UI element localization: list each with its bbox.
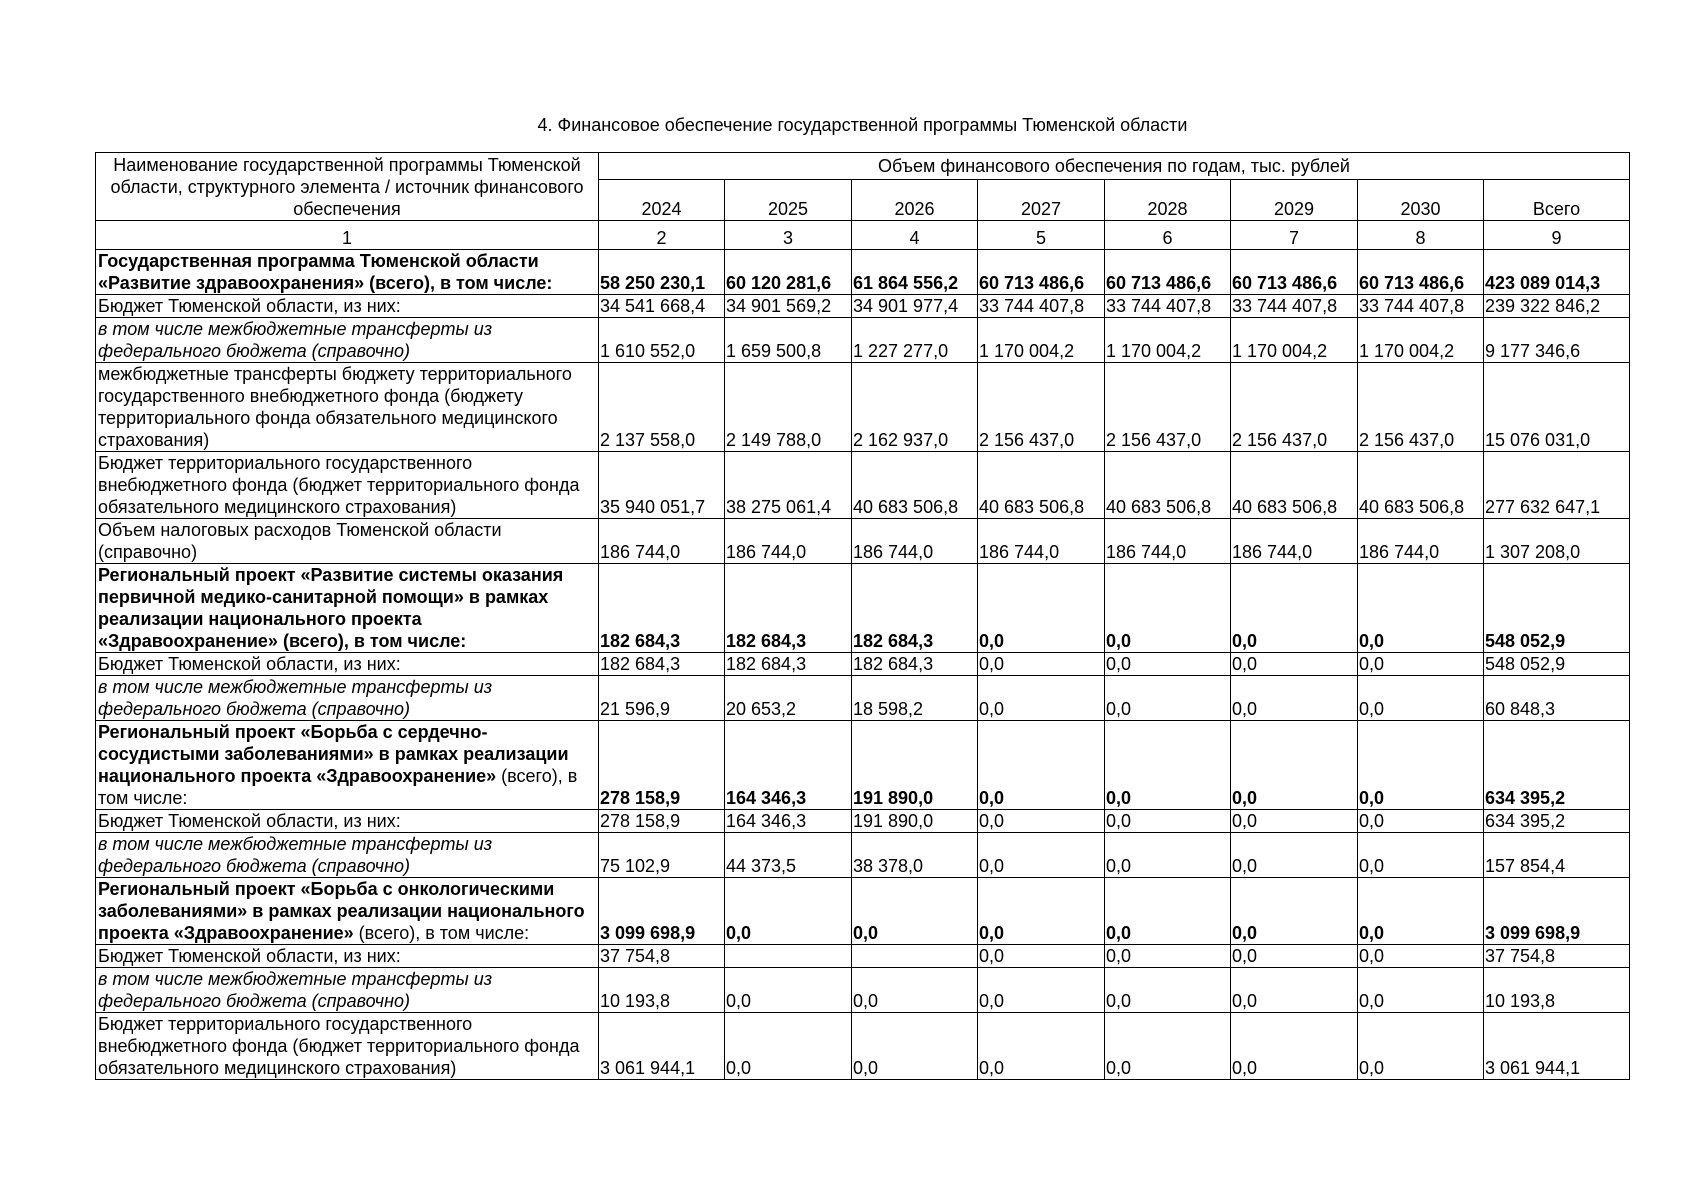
table-row <box>96 945 1630 968</box>
value-cell: 60 713 486,6 <box>1105 250 1231 295</box>
value-cell: 0,0 <box>725 878 852 945</box>
value-cell: 33 744 407,8 <box>1358 295 1484 318</box>
value-cell: 0,0 <box>978 833 1105 878</box>
value-cell: 182 684,3 <box>725 653 852 676</box>
value-cell: 0,0 <box>1105 968 1231 1013</box>
value-cell: 0,0 <box>1358 653 1484 676</box>
column-number: 1 <box>96 221 599 250</box>
value-cell: 1 227 277,0 <box>852 318 978 363</box>
table-row <box>96 676 1630 721</box>
value-cell: 0,0 <box>1105 564 1231 653</box>
value-cell: 61 864 556,2 <box>852 250 978 295</box>
financing-table <box>95 152 1630 1080</box>
value-cell: 0,0 <box>1358 833 1484 878</box>
table-row <box>96 810 1630 833</box>
year-header: Всего <box>1484 180 1630 221</box>
table-row <box>96 363 1630 452</box>
column-number: 5 <box>978 221 1105 250</box>
value-cell: 20 653,2 <box>725 676 852 721</box>
value-cell: 0,0 <box>978 878 1105 945</box>
year-header: 2025 <box>725 180 852 221</box>
value-cell: 1 170 004,2 <box>1231 318 1358 363</box>
table-row <box>96 721 1630 810</box>
value-cell: 186 744,0 <box>1105 519 1231 564</box>
value-cell: 239 322 846,2 <box>1484 295 1630 318</box>
value-cell: 548 052,9 <box>1484 564 1630 653</box>
column-number: 4 <box>852 221 978 250</box>
value-cell: 0,0 <box>1358 721 1484 810</box>
value-cell: 2 156 437,0 <box>978 363 1105 452</box>
year-header: 2027 <box>978 180 1105 221</box>
value-cell: 0,0 <box>1105 1013 1231 1080</box>
row-label <box>96 721 599 810</box>
value-cell: 0,0 <box>978 564 1105 653</box>
value-cell: 0,0 <box>1105 721 1231 810</box>
value-cell: 186 744,0 <box>1358 519 1484 564</box>
value-cell: 38 378,0 <box>852 833 978 878</box>
value-cell: 40 683 506,8 <box>978 452 1105 519</box>
document-title: 4. Финансовое обеспечение государственной программы Тюменской области <box>537 115 1188 135</box>
row-label: Объем налоговых расходов Тюменской области (справочно) <box>96 519 599 564</box>
value-cell: 423 089 014,3 <box>1484 250 1630 295</box>
value-cell: 34 901 977,4 <box>852 295 978 318</box>
value-cell: 58 250 230,1 <box>599 250 725 295</box>
column-number: 2 <box>599 221 725 250</box>
table-row <box>96 295 1630 318</box>
table-row <box>96 318 1630 363</box>
value-cell: 37 754,8 <box>599 945 725 968</box>
value-cell: 3 061 944,1 <box>599 1013 725 1080</box>
value-cell: 0,0 <box>1358 810 1484 833</box>
value-cell: 0,0 <box>1231 676 1358 721</box>
column-number: 7 <box>1231 221 1358 250</box>
value-cell: 0,0 <box>978 945 1105 968</box>
value-cell: 2 137 558,0 <box>599 363 725 452</box>
value-cell: 634 395,2 <box>1484 721 1630 810</box>
value-cell: 37 754,8 <box>1484 945 1630 968</box>
column-number: 3 <box>725 221 852 250</box>
value-cell: 0,0 <box>1231 810 1358 833</box>
value-cell: 0,0 <box>1105 653 1231 676</box>
value-cell: 0,0 <box>852 878 978 945</box>
row-label-plain: (всего), в том числе: <box>98 766 578 808</box>
value-cell: 0,0 <box>1231 945 1358 968</box>
value-cell: 34 541 668,4 <box>599 295 725 318</box>
value-cell: 33 744 407,8 <box>1231 295 1358 318</box>
value-cell: 0,0 <box>1358 945 1484 968</box>
row-label: Бюджет территориального государственного внебюджетного фонда (бюджет территориального фонда обязательного медицинского страхования) <box>96 452 599 519</box>
value-cell: 186 744,0 <box>599 519 725 564</box>
value-cell: 182 684,3 <box>852 564 978 653</box>
table-row <box>96 452 1630 519</box>
value-cell: 186 744,0 <box>1231 519 1358 564</box>
value-cell: 0,0 <box>1231 653 1358 676</box>
value-cell: 0,0 <box>852 968 978 1013</box>
value-cell: 40 683 506,8 <box>1231 452 1358 519</box>
value-cell: 9 177 346,6 <box>1484 318 1630 363</box>
value-cell: 2 149 788,0 <box>725 363 852 452</box>
value-cell: 34 901 569,2 <box>725 295 852 318</box>
value-cell: 1 307 208,0 <box>1484 519 1630 564</box>
column-number: 6 <box>1105 221 1231 250</box>
value-cell: 40 683 506,8 <box>1105 452 1231 519</box>
value-cell: 0,0 <box>1105 810 1231 833</box>
value-cell: 0,0 <box>1358 564 1484 653</box>
row-label: в том числе межбюджетные трансферты из федерального бюджета (справочно) <box>96 833 599 878</box>
value-cell: 0,0 <box>1105 833 1231 878</box>
value-cell: 0,0 <box>978 676 1105 721</box>
value-cell <box>725 945 852 968</box>
value-cell: 0,0 <box>978 968 1105 1013</box>
value-cell: 164 346,3 <box>725 810 852 833</box>
row-label: Бюджет Тюменской области, из них: <box>96 653 599 676</box>
value-cell: 38 275 061,4 <box>725 452 852 519</box>
value-cell: 1 170 004,2 <box>978 318 1105 363</box>
value-cell: 186 744,0 <box>725 519 852 564</box>
value-cell: 0,0 <box>725 968 852 1013</box>
value-cell: 0,0 <box>978 721 1105 810</box>
value-cell: 1 170 004,2 <box>1105 318 1231 363</box>
value-cell: 2 156 437,0 <box>1358 363 1484 452</box>
value-cell: 60 120 281,6 <box>725 250 852 295</box>
value-cell: 0,0 <box>978 653 1105 676</box>
column-number: 8 <box>1358 221 1484 250</box>
value-cell: 15 076 031,0 <box>1484 363 1630 452</box>
row-label <box>96 878 599 945</box>
value-cell: 0,0 <box>1105 676 1231 721</box>
value-cell: 182 684,3 <box>852 653 978 676</box>
value-cell: 278 158,9 <box>599 810 725 833</box>
value-cell: 0,0 <box>1231 564 1358 653</box>
year-header: 2028 <box>1105 180 1231 221</box>
table-row <box>96 519 1630 564</box>
value-cell: 18 598,2 <box>852 676 978 721</box>
value-cell: 191 890,0 <box>852 810 978 833</box>
value-cell: 2 162 937,0 <box>852 363 978 452</box>
value-cell: 1 610 552,0 <box>599 318 725 363</box>
value-cell: 277 632 647,1 <box>1484 452 1630 519</box>
row-label: в том числе межбюджетные трансферты из федерального бюджета (справочно) <box>96 968 599 1013</box>
value-cell: 0,0 <box>1231 1013 1358 1080</box>
row-label-plain: (всего), в том числе: <box>353 923 530 943</box>
value-cell: 60 713 486,6 <box>978 250 1105 295</box>
row-label: Региональный проект «Развитие системы оказания первичной медико-санитарной помощи» в рамках реализации национального проекта «Здравоохранение» (всего), в том числе: <box>96 564 599 653</box>
table-row <box>96 564 1630 653</box>
year-header: 2024 <box>599 180 725 221</box>
value-cell: 0,0 <box>1358 1013 1484 1080</box>
row-label-bold: Региональный проект «Борьба с сердечно-сосудистыми заболеваниями» в рамках реализации национального проекта «Здравоохранение» <box>98 722 569 786</box>
value-cell: 0,0 <box>725 1013 852 1080</box>
value-cell: 33 744 407,8 <box>1105 295 1231 318</box>
value-cell: 0,0 <box>978 1013 1105 1080</box>
value-cell: 33 744 407,8 <box>978 295 1105 318</box>
value-cell: 40 683 506,8 <box>852 452 978 519</box>
value-cell: 191 890,0 <box>852 721 978 810</box>
value-cell <box>852 945 978 968</box>
value-cell: 157 854,4 <box>1484 833 1630 878</box>
name-column-header: Наименование государственной программы Тюменской области, структурного элемента / источник финансового обеспечения <box>96 153 599 221</box>
row-label: в том числе межбюджетные трансферты из федерального бюджета (справочно) <box>96 318 599 363</box>
value-cell: 10 193,8 <box>1484 968 1630 1013</box>
value-cell: 182 684,3 <box>725 564 852 653</box>
value-cell: 35 940 051,7 <box>599 452 725 519</box>
value-cell: 0,0 <box>1358 676 1484 721</box>
table-row <box>96 968 1630 1013</box>
row-label: Бюджет Тюменской области, из них: <box>96 295 599 318</box>
row-label: Бюджет Тюменской области, из них: <box>96 945 599 968</box>
value-cell: 3 099 698,9 <box>599 878 725 945</box>
table-row <box>96 833 1630 878</box>
value-cell: 0,0 <box>1358 878 1484 945</box>
value-cell: 40 683 506,8 <box>1358 452 1484 519</box>
table-row <box>96 653 1630 676</box>
value-cell: 10 193,8 <box>599 968 725 1013</box>
value-cell: 3 061 944,1 <box>1484 1013 1630 1080</box>
row-label: Государственная программа Тюменской области «Развитие здравоохранения» (всего), в том числе: <box>96 250 599 295</box>
value-cell: 0,0 <box>1105 878 1231 945</box>
table-row <box>96 878 1630 945</box>
value-cell: 164 346,3 <box>725 721 852 810</box>
value-cell: 60 848,3 <box>1484 676 1630 721</box>
value-cell: 186 744,0 <box>978 519 1105 564</box>
value-cell: 3 099 698,9 <box>1484 878 1630 945</box>
value-cell: 634 395,2 <box>1484 810 1630 833</box>
row-label: в том числе межбюджетные трансферты из федерального бюджета (справочно) <box>96 676 599 721</box>
volume-header: Объем финансового обеспечения по годам, тыс. рублей <box>599 153 1630 180</box>
value-cell: 0,0 <box>1231 833 1358 878</box>
row-label: Бюджет территориального государственного внебюджетного фонда (бюджет территориального фонда обязательного медицинского страхования) <box>96 1013 599 1080</box>
value-cell: 548 052,9 <box>1484 653 1630 676</box>
value-cell: 182 684,3 <box>599 653 725 676</box>
column-number: 9 <box>1484 221 1630 250</box>
value-cell: 182 684,3 <box>599 564 725 653</box>
value-cell: 1 659 500,8 <box>725 318 852 363</box>
value-cell: 60 713 486,6 <box>1231 250 1358 295</box>
value-cell: 278 158,9 <box>599 721 725 810</box>
year-header: 2026 <box>852 180 978 221</box>
value-cell: 0,0 <box>1231 721 1358 810</box>
value-cell: 0,0 <box>852 1013 978 1080</box>
value-cell: 2 156 437,0 <box>1105 363 1231 452</box>
value-cell: 0,0 <box>1231 968 1358 1013</box>
value-cell: 21 596,9 <box>599 676 725 721</box>
year-header: 2030 <box>1358 180 1484 221</box>
value-cell: 0,0 <box>1231 878 1358 945</box>
row-label-bold: Региональный проект «Борьба с онкологическими заболеваниями» в рамках реализации национального проекта «Здравоохранение» <box>98 879 585 943</box>
value-cell: 0,0 <box>978 810 1105 833</box>
value-cell: 1 170 004,2 <box>1358 318 1484 363</box>
table-row <box>96 250 1630 295</box>
value-cell: 2 156 437,0 <box>1231 363 1358 452</box>
value-cell: 60 713 486,6 <box>1358 250 1484 295</box>
value-cell: 75 102,9 <box>599 833 725 878</box>
table-row <box>96 1013 1630 1080</box>
row-label: Бюджет Тюменской области, из них: <box>96 810 599 833</box>
year-header: 2029 <box>1231 180 1358 221</box>
row-label: межбюджетные трансферты бюджету территориального государственного внебюджетного фонда (бюджету территориального фонда обязательного медицинского страхования) <box>96 363 599 452</box>
value-cell: 44 373,5 <box>725 833 852 878</box>
value-cell: 0,0 <box>1358 968 1484 1013</box>
value-cell: 186 744,0 <box>852 519 978 564</box>
value-cell: 0,0 <box>1105 945 1231 968</box>
